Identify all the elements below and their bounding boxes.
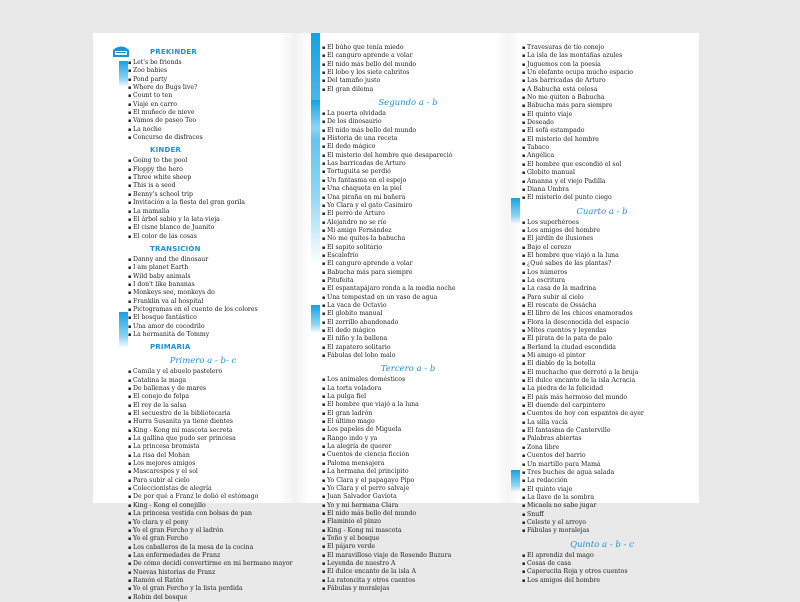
book-list (322, 376, 494, 593)
book-title: ▪ El nido más bello del mundo (322, 510, 494, 518)
book-title: ▪ Amanna y el viejo Padilla (522, 178, 682, 186)
book-title: ▪ El canguro aprende a volar (322, 260, 494, 268)
book-title: ▪ Floppy the hero (128, 166, 278, 174)
book-title: ▪ El dedo mágico (322, 327, 494, 335)
book-title: ▪ Una chaqueta en la piel (322, 185, 494, 193)
book-title: ▪ El aprendiz del mago (522, 552, 682, 560)
book-title: ▪ El libro de los chicos enamorados (522, 310, 682, 318)
book-title: ▪ El rescate de Ossácha (522, 302, 682, 310)
book-list (128, 157, 278, 240)
book-title: ▪ La piedra de la felicidad (522, 385, 682, 393)
book-title: ▪ This is a seed (128, 182, 278, 190)
column-middle (322, 44, 494, 593)
book-list (128, 59, 278, 142)
book-title: ▪ Un elefante ocupa mucho espacio (522, 69, 682, 77)
book-title: ▪ Travesuras de tío conejo (522, 44, 682, 52)
book-title: ▪ El hombre que viajó a la luna (322, 401, 494, 409)
book-title: ▪ El pirata de la pata de palo (522, 335, 682, 343)
book-title: ▪ Vamos de paseo Teo (128, 117, 278, 125)
book-title: ▪ El rey de la salsa (128, 402, 278, 410)
book-title: ▪ El búho que tenía miedo (322, 44, 494, 52)
grade-heading: PREKINDER (150, 48, 197, 56)
book-title: ▪ Los superhéroes (522, 219, 682, 227)
book-title: ▪ La torta voladora (322, 385, 494, 393)
accent-band (511, 198, 520, 224)
book-title: ▪ Los amigos del hombre (522, 227, 682, 235)
book-title: ▪ Una amor de cocodrilo (128, 323, 278, 331)
book-title: ▪ La noche (128, 126, 278, 134)
book-title: ▪ Benny's school trip (128, 191, 278, 199)
book-title: ▪ El dulce encanto de la isla A (322, 568, 494, 576)
book-title: ▪ De cómo decidí convertirme en mi hermano mayor (128, 560, 278, 568)
book-title: ▪ El jardín de ilusiones (522, 235, 682, 243)
book-title: ▪ Danny and the dinosaur (128, 256, 278, 264)
book-title: ▪ El pájaro verde (322, 543, 494, 551)
book-title: ▪ El lobo y los siete cabritos (322, 69, 494, 77)
book-title: ▪ Juan Salvador Gaviota (322, 493, 494, 501)
book-title: ▪ De los dinosaurio (322, 118, 494, 126)
book-title: ▪ Rango indo y ya (322, 435, 494, 443)
book-title: ▪ La llave de la sombra (522, 494, 682, 502)
accent-band (119, 61, 128, 87)
book-title: ▪ Un fantasma en el espejo (322, 177, 494, 185)
book-title: ▪ Mitos cuentos y leyendas (522, 327, 682, 335)
book-title: ▪ King - Kong mi mascota (322, 527, 494, 535)
book-title: ▪ A Babucha está celosa (522, 86, 682, 94)
book-title: ▪ Del tamaño justo (322, 77, 494, 85)
book-title: ▪ I don't like bananas (128, 281, 278, 289)
book-list (522, 552, 682, 585)
book-title: ▪ Una piraña en mi bañera (322, 194, 494, 202)
accent-band (311, 100, 320, 140)
accent-band (119, 312, 128, 348)
book-list (322, 44, 494, 94)
level-heading: Tercero a - b (380, 364, 436, 375)
book-title: ▪ Pictogramas en el cuento de los colores (128, 306, 278, 314)
page-fold (278, 33, 310, 503)
book-title: ▪ La escritura (522, 277, 682, 285)
book-title: ▪ Yo y mi hermana Clara (322, 502, 494, 510)
book-title: ▪ La casa de la madrina (522, 285, 682, 293)
book-title: ▪ La princesa bromista (128, 443, 278, 451)
book-title: ▪ El color de las cosas (128, 233, 278, 241)
book-title: ▪ De por qué a Franz le dolió el estómago (128, 493, 278, 501)
book-title: ▪ Cuentos del barrio (522, 452, 682, 460)
book-title: ▪ El perro de Arturo (322, 210, 494, 218)
book-title: ▪ Mascarespos y el sol (128, 468, 278, 476)
book-title: ▪ Deseado (522, 119, 682, 127)
book-title: ▪ Mi amigo el pintor (522, 352, 682, 360)
book-title: ▪ Coleccionistas de alegría (128, 485, 278, 493)
book-title: ▪ Monkeys see, monkeys do (128, 289, 278, 297)
book-title: ▪ Tabaco (522, 144, 682, 152)
book-title: ▪ El dedo mágico (322, 143, 494, 151)
book-title: ▪ La alegría de querer (322, 443, 494, 451)
book-title: ▪ Las barricadas de Arturo (322, 160, 494, 168)
book-title: ▪ Yo clara y el pony (128, 519, 278, 527)
level-heading: Primero a - b- c (169, 356, 237, 367)
accent-band (511, 470, 520, 492)
book-title: ▪ Mi amigo Fernández (322, 227, 494, 235)
book-title: ▪ El muñeco de nieve (128, 109, 278, 117)
book-title: ▪ Fábulas del lobo malo (322, 352, 494, 360)
book-title: ▪ La silla vacía (522, 419, 682, 427)
book-title: ▪ Escalofrío (322, 252, 494, 260)
book-title: ▪ Berland la ciudad escondida (522, 344, 682, 352)
book-title: ▪ Yo Clara y el gato Casimiro (322, 202, 494, 210)
book-title: ▪ Yo el gran Fercho (128, 535, 278, 543)
book-title: ▪ El espantapájaro ronda a la media noche (322, 285, 494, 293)
book-title: ▪ I am planet Earth (128, 264, 278, 272)
book-title: ▪ El muchacho que derrotó a la bruja (522, 369, 682, 377)
book-title: ▪ Una tempestad en un vaso de agua (322, 294, 494, 302)
book-title: ▪ Robin del bosque (128, 594, 278, 602)
book-list (128, 368, 293, 602)
book-title: ▪ El hombre que escondió el sol (522, 161, 682, 169)
book-title: ▪ El zorrillo abandonado (322, 319, 494, 327)
book-title: ▪ Cuentos de hoy con espantos de ayer (522, 410, 682, 418)
book-title: ▪ Camila y el abuelo pastelero (128, 368, 278, 376)
book-title: ▪ Snuff (522, 511, 682, 519)
book-list (522, 219, 682, 536)
book-title: ▪ Las barricadas de Arturo (522, 77, 682, 85)
book-title: ▪ El árbol sabio y la lata vieja (128, 216, 278, 224)
book-title: ▪ La gallina que pudo ser princesa (128, 435, 278, 443)
book-title: ▪ No me quiten a Babucha (522, 94, 682, 102)
book-title: ▪ La pulga fiel (322, 393, 494, 401)
book-title: ▪ La hermana del principito (322, 468, 494, 476)
level-heading: Cuarto a - b (576, 206, 628, 217)
book-title: ▪ Yo el gran Fercho y la lista perdida (128, 585, 278, 593)
book-title: ▪ El niño y la ballena (322, 335, 494, 343)
book-title: ▪ El gran dilema (322, 86, 494, 94)
book-title: ▪ Concurso de disfraces (128, 134, 278, 142)
book-title: ▪ Los amigos del hombre (522, 577, 682, 585)
book-title: ▪ Where do Bugs live? (128, 84, 278, 92)
book-title: ▪ El quinto viaje (522, 111, 682, 119)
book-title: ▪ Angélica (522, 152, 682, 160)
book-title: ▪ Hurra Susanita ya tiene dientes (128, 418, 278, 426)
book-title: ▪ Zoo babies (128, 67, 278, 75)
book-title: ▪ Catalina la maga (128, 377, 278, 385)
accent-band (311, 33, 320, 263)
book-title: ▪ Historia de una receta (322, 135, 494, 143)
book-title: ▪ El hombre que viajó a la luna (522, 252, 682, 260)
book-list (322, 110, 494, 360)
book-title: ▪ La princesa vestida con bolsas de pan (128, 510, 278, 518)
book-title: ▪ La isla de las montañas azules (522, 52, 682, 60)
book-title: ▪ Diana Umbra (522, 186, 682, 194)
book-title: ▪ Alejandro no se ríe (322, 219, 494, 227)
book-title: ▪ El cisne blanco de Juanito (128, 224, 278, 232)
book-title: ▪ Pond party (128, 76, 278, 84)
book-title: ▪ El misterio del hombre que desapareció (322, 152, 494, 160)
book-title: ▪ El conejo de felpa (128, 393, 278, 401)
book-title: ▪ Invitación a la fiesta del gran gorila (128, 199, 278, 207)
book-title: ▪ El nido más bello del mundo (322, 127, 494, 135)
book-title: ▪ El bosque fantástico (128, 314, 278, 322)
book-title: ▪ El duende del carpintero (522, 402, 682, 410)
book-title: ▪ Toño y el bosque (322, 535, 494, 543)
book-title: ▪ Leyenda de nuestro A (322, 560, 494, 568)
book-title: ▪ Tortuguita se perdió (322, 168, 494, 176)
book-title: ▪ El secuestro de la bibliotecaria (128, 410, 278, 418)
book-title: ▪ Three white sheep (128, 174, 278, 182)
book-title: ▪ Count to ten (128, 92, 278, 100)
grade-heading: PRIMARIA (150, 343, 191, 352)
grade-heading: KINDER (150, 146, 182, 155)
book-title: ▪ Babucha más para siempre (522, 102, 682, 110)
book-title: ▪ Going to the pool (128, 157, 278, 165)
book-title: ▪ Cuentos de ciencia ficción (322, 451, 494, 459)
book-title: ▪ El maravilloso viaje de Rosendo Buzura (322, 552, 494, 560)
book-title: ▪ La mamalia (128, 208, 278, 216)
book-title: ▪ El nido más bello del mundo (322, 61, 494, 69)
book-title: ▪ El último mago (322, 418, 494, 426)
book-title: ▪ Celeste y el arroyo (522, 519, 682, 527)
book-title: ▪ El diablo de la botella (522, 360, 682, 368)
book-title: ▪ El zapatero solitario (322, 344, 494, 352)
column-right (522, 44, 682, 585)
book-title: ▪ Para subir al cielo (522, 294, 682, 302)
book-title: ▪ Pitufeita (322, 277, 494, 285)
level-heading: Segundo a - b (378, 98, 438, 109)
book-title: ▪ Los papeles de Miguela (322, 426, 494, 434)
book-title: ▪ Los mejores amigos (128, 460, 278, 468)
book-title: ▪ Babucha más para siempre (322, 269, 494, 277)
book-title: ▪ Viaje en carro (128, 101, 278, 109)
book-list (128, 256, 278, 339)
book-title: ▪ Paloma mensajera (322, 460, 494, 468)
book-title: ▪ El misterio del punto ciego (522, 194, 682, 202)
book-title: ▪ Las enfermedades de Franz (128, 552, 278, 560)
book-title: ▪ El sofá estampado (522, 127, 682, 135)
book-title: ▪ La puerta olvidada (322, 110, 494, 118)
book-title: ▪ Caperucita Roja y otros cuentos (522, 568, 682, 576)
book-title: ▪ Los caballeros de la mesa de la cocina (128, 544, 278, 552)
book-title: ▪ El fantasma de Canterville (522, 427, 682, 435)
book-title: ▪ Juguemos con la poesía (522, 61, 682, 69)
accent-band (311, 305, 320, 333)
book-title: ▪ La hermanita de Tommy (128, 331, 278, 339)
book-title: ▪ La ratoncita y otros cuentos (322, 577, 494, 585)
book-title: ▪ La risa del Mohan (128, 452, 278, 460)
book-title: ▪ El sapito solitario (322, 244, 494, 252)
book-title: ▪ Los números (522, 269, 682, 277)
book-title: ▪ Los animales domésticos (322, 376, 494, 384)
book-title: ▪ El gran ladrón (322, 410, 494, 418)
book-title: ▪ El país más hermoso del mundo (522, 394, 682, 402)
book-title: ▪ Fábulas y moralejas (322, 585, 494, 593)
book-title: ▪ Yo el gran Fercho y el ladrón (128, 527, 278, 535)
book-title: ▪ Yo Clara y el papagayo Pipo (322, 477, 494, 485)
book-title: ▪ La redacción (522, 477, 682, 485)
book-title: ▪ Yo Clara y el perro salvaje (322, 485, 494, 493)
page-fold (494, 33, 522, 503)
book-title: ▪ Flaminio el pinzo (322, 518, 494, 526)
column-left (128, 44, 293, 602)
book-list (522, 44, 682, 203)
book-title: ▪ King - Kong el conejillo (128, 502, 278, 510)
book-title: ▪ Nuevas historias de Franz (128, 569, 278, 577)
book-title: ▪ El canguro aprende a volar (322, 52, 494, 60)
book-title: ▪ De ballenas y de mares (128, 385, 278, 393)
book-title: ▪ Ramón el Ratón (128, 577, 278, 585)
book-title: ▪ No me quites la babucha (322, 235, 494, 243)
level-heading: Quinto a - b - c (570, 539, 634, 550)
book-title: ▪ Zona libre (522, 444, 682, 452)
book-title: ▪ El globito manual (322, 310, 494, 318)
book-title: ▪ ¿Qué sabes de las plantas? (522, 260, 682, 268)
book-title: ▪ Fábulas y moralejas (522, 527, 682, 535)
book-title: ▪ Para subir al cielo (128, 477, 278, 485)
book-title: ▪ Franklin va al hospital (128, 298, 278, 306)
book-title: ▪ Cosas de casa (522, 560, 682, 568)
book-title: ▪ Palabras abiertas (522, 435, 682, 443)
book-title: ▪ El misterio del hombre (522, 136, 682, 144)
grade-heading: TRANSICIÓN (150, 244, 201, 253)
book-title: ▪ Tres buches de agua salada (522, 469, 682, 477)
book-title: ▪ La vaca de Octavio (322, 302, 494, 310)
book-title: ▪ Let's be friends (128, 59, 278, 67)
book-title: ▪ El dulce encanto de la isla Acracia (522, 377, 682, 385)
book-title: ▪ Un martillo para Mamá (522, 461, 682, 469)
book-title: ▪ Wild baby animals (128, 273, 278, 281)
book-title: ▪ El quinto viaje (522, 486, 682, 494)
book-title: ▪ Bajo el cerezo (522, 244, 682, 252)
book-title: ▪ King - Kong mi mascota secreta (128, 427, 278, 435)
book-title: ▪ Globito manual (522, 169, 682, 177)
book-title: ▪ Flora la desconocida del espacio (522, 319, 682, 327)
book-title: ▪ Micaela no sabe jugar (522, 502, 682, 510)
